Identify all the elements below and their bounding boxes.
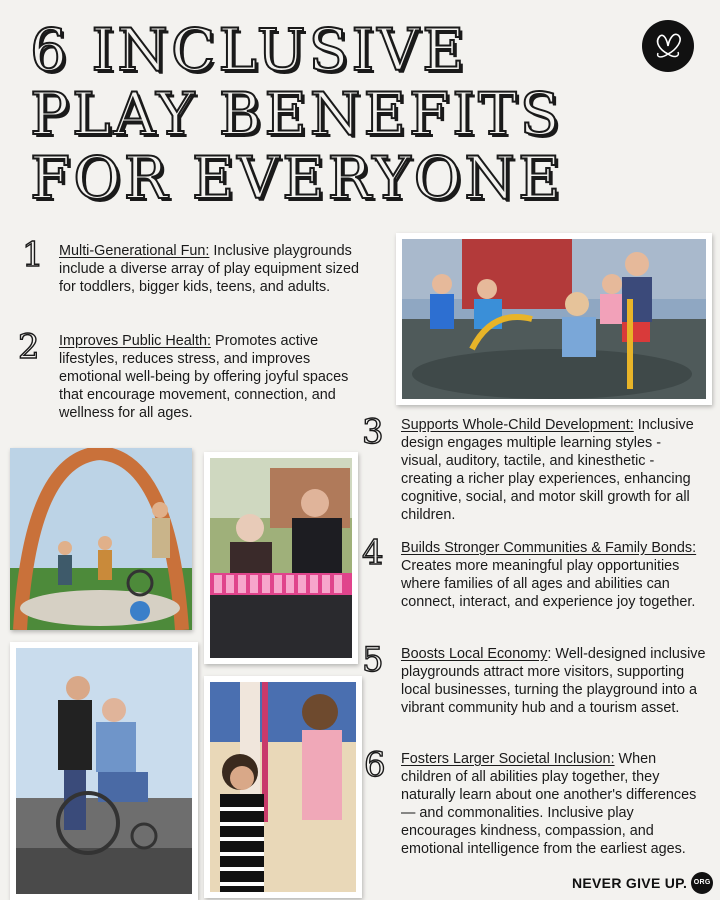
brand-name: NEVER GIVE UP.	[572, 875, 688, 891]
benefit-2	[59, 332, 349, 422]
benefit-number-2: 2	[18, 327, 40, 367]
benefit-4-heading: Builds Stronger Communities & Family Bonds:	[401, 540, 697, 556]
benefit-2-heading: Improves Public Health:	[59, 333, 211, 349]
photo-arch-play-area	[10, 448, 192, 630]
benefit-6	[401, 750, 707, 858]
benefit-1-heading: Multi-Generational Fun:	[59, 243, 210, 259]
benefit-number-4: 4	[362, 533, 384, 573]
benefit-2-text: Promotes active lifestyles, reduces stress, and improves emotional well-being by offering joyful spaces that encourage movement, connection, and wellness for all ages.	[59, 333, 349, 421]
title-line-2: PLAY BENEFITS	[30, 80, 563, 148]
butterfly-icon	[642, 20, 694, 72]
benefit-6-text: When children of all abilities play together, they naturally learn about one another's differences — and commonalities. Inclusive play encourages kindness, compassion, and emotional intelligence from the earliest ages.	[401, 751, 697, 857]
brand-badge: ORG	[691, 872, 713, 894]
benefit-5-text: : Well-designed inclusive playgrounds attract more visitors, supporting local businesses, turning the playground into a vibrant community hub and a tourism asset.	[401, 646, 706, 716]
photo-children-playing	[204, 676, 362, 898]
photo-seniors-xylophone	[204, 452, 358, 664]
benefit-5	[401, 645, 707, 717]
benefit-number-6: 6	[364, 745, 386, 785]
benefit-1-text: Inclusive playgrounds include a diverse array of play equipment sized for toddlers, bigger kids, teens, and adults.	[59, 243, 359, 295]
photo-wheelchair-user	[10, 642, 198, 900]
benefit-3-text: Inclusive design engages multiple learning styles - visual, auditory, tactile, and kinesthetic - creating a richer play experiences, enhancing cognitive, social, and motor skill growth for all children.	[401, 417, 694, 523]
benefit-6-heading: Fosters Larger Societal Inclusion:	[401, 751, 615, 767]
benefit-3	[401, 416, 701, 524]
benefit-5-heading: Boosts Local Economy	[401, 646, 548, 662]
title-line-1: 6 INCLUSIVE	[30, 16, 468, 84]
benefit-number-5: 5	[362, 640, 384, 680]
benefit-1	[59, 242, 364, 296]
benefit-number-3: 3	[362, 412, 384, 452]
benefit-3-heading: Supports Whole-Child Development:	[401, 417, 634, 433]
photo-kids-merry-go-round	[396, 233, 712, 405]
page-title	[30, 18, 650, 210]
benefit-4-text: Creates more meaningful play opportunities where families of all ages and abilities can connect, interact, and experience joy together.	[401, 558, 696, 610]
title-line-3: FOR EVERYONE	[30, 144, 564, 212]
benefit-4	[401, 539, 707, 611]
brand-logo	[572, 872, 713, 894]
benefit-number-1: 1	[22, 235, 44, 275]
